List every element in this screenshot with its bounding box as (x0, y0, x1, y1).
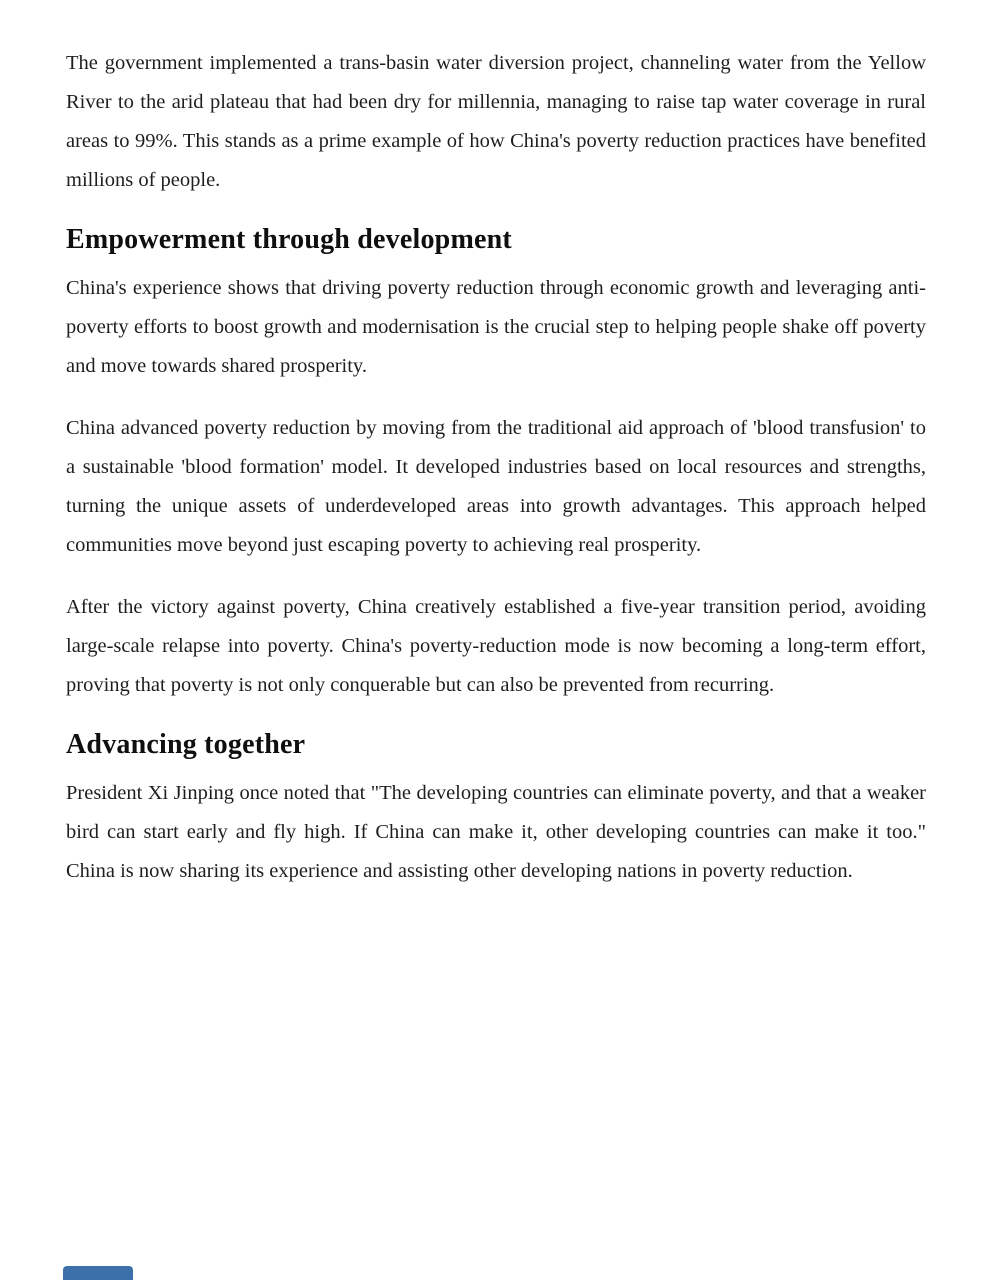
heading-advancing-together: Advancing together (66, 729, 306, 760)
paragraph-water-diversion: The government implemented a trans-basin water diversion project, channeling water from the Yellow River to the arid plateau that had been dry for millennia, managing to raise tap water coverage in rural areas to 99%. This stands as a prime example of how China's poverty reduction practices have benefited millions of people. (66, 52, 926, 191)
paragraph-blood-transfusion-model: China advanced poverty reduction by moving from the traditional aid approach of 'blood transfusion' to a sustainable 'blood formation' model. It developed industries based on local resources and strengths, turning the unique assets of underdeveloped areas into growth advantages. This approach helped communities move beyond just escaping poverty to achieving real prosperity. (66, 417, 926, 556)
article-body (66, 44, 926, 914)
footer-cropped-blue-element[interactable] (63, 1266, 133, 1280)
paragraph-xi-jinping-quote: President Xi Jinping once noted that "The developing countries can eliminate poverty, and that a weaker bird can start early and fly high. If China can make it, other developing countries can make it too." China is now sharing its experience and assisting other developing nations in poverty reduction. (66, 782, 926, 882)
heading-empowerment-through-development: Empowerment through development (66, 224, 512, 255)
paragraph-china-experience: China's experience shows that driving poverty reduction through economic growth and leveraging anti-poverty efforts to boost growth and modernisation is the crucial step to helping people shake off poverty and move towards shared prosperity. (66, 277, 926, 377)
paragraph-five-year-transition: After the victory against poverty, China creatively established a five-year transition period, avoiding large-scale relapse into poverty. China's poverty-reduction mode is now becoming a long-term effort, proving that poverty is not only conquerable but can also be prevented from recurring. (66, 596, 926, 696)
